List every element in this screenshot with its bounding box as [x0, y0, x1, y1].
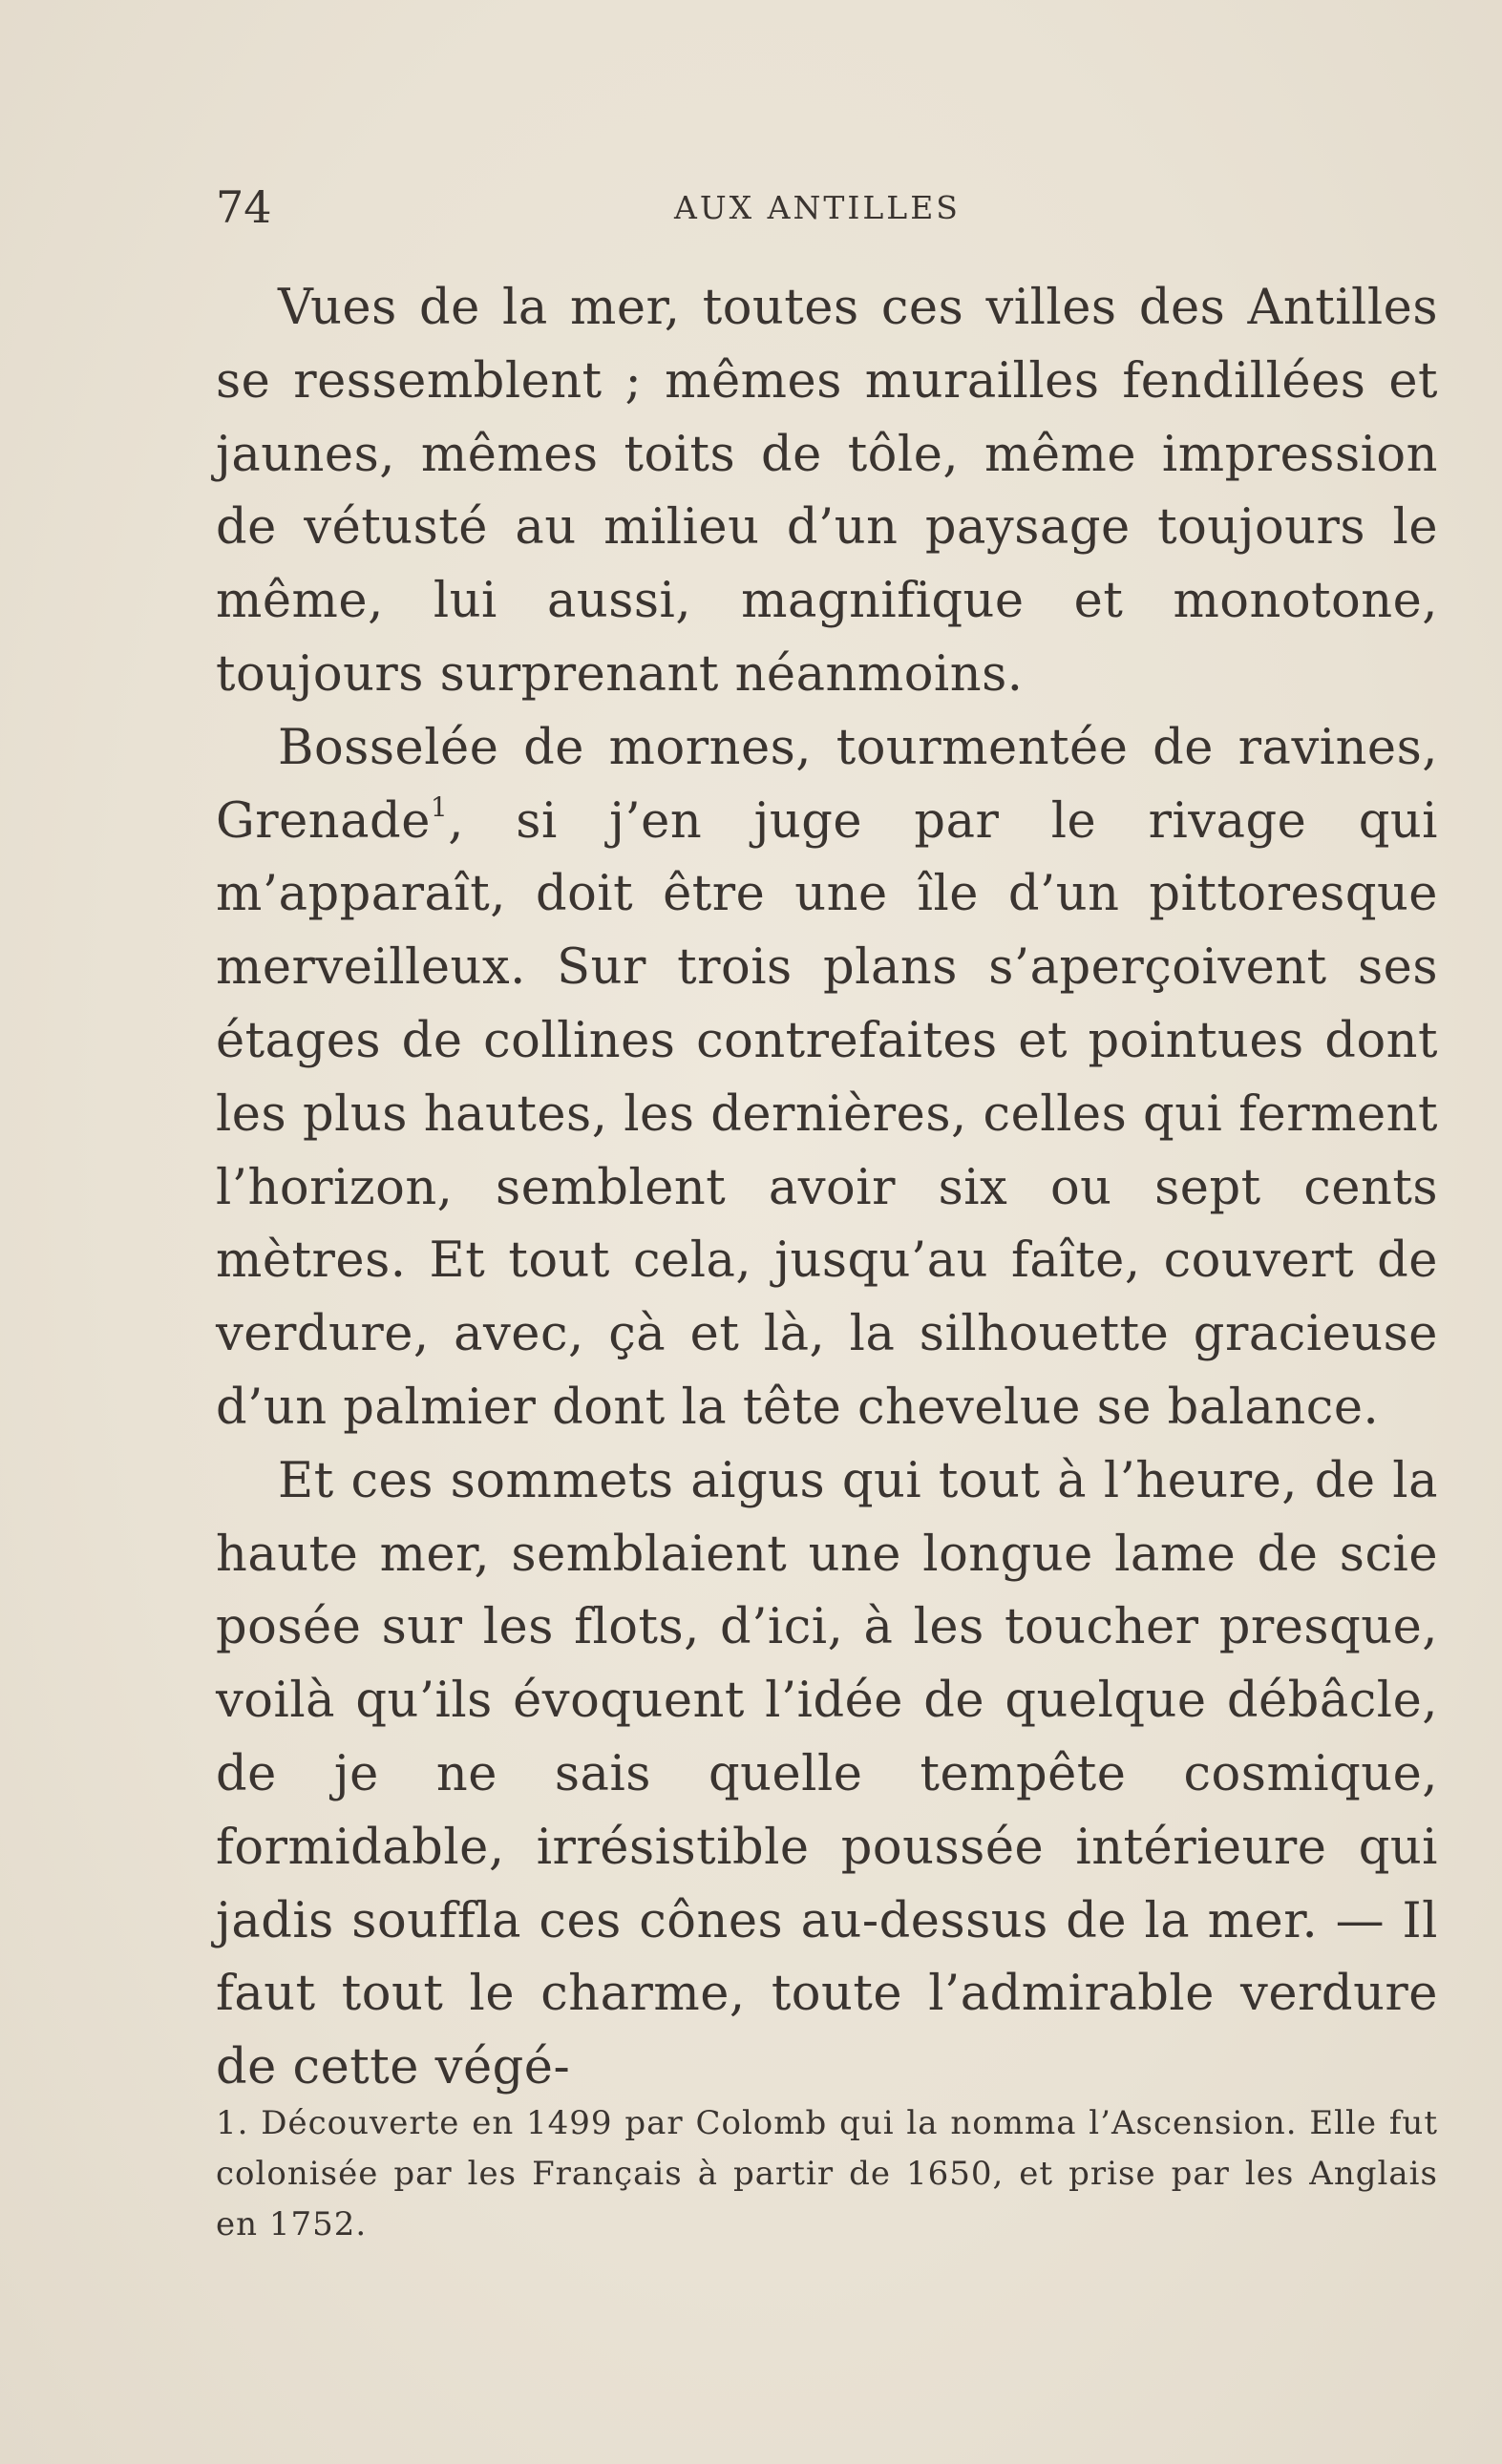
footnote-text: 1. Découverte en 1499 par Colomb qui la nomma l’Ascension. Elle fut colonisée par les Français à partir de 1650, et prise par les Anglais en 1752. — [216, 2104, 1438, 2243]
paragraph-2-start: Bosselée de mornes, tourmentée de ravines, Grenade — [216, 719, 1438, 850]
page-header — [216, 181, 1438, 239]
footnote — [216, 2098, 1438, 2250]
paragraph-2-rest: , si j’en juge par le rivage qui m’apparaît, doit être une île d’un pittoresque merveilleux. Sur trois plans s’aperçoivent ses étages de collines contrefaites et pointues dont les plus hautes, les dernières, celles qui ferment l’horizon, semblent avoir six ou sept cents mètres. Et tout cela, jusqu’au faîte, couvert de verdure, avec, çà et là, la silhouette gracieuse d’un palmier dont la tête chevelue se balance. — [216, 792, 1438, 1436]
paragraph-3: Et ces sommets aigus qui tout à l’heure, de la haute mer, semblaient une longue lame de scie posée sur les flots, d’ici, à les toucher presque, voilà qu’ils évoquent l’idée de quelque débâcle, de je ne sais quelle tempête cosmique, formidable, irrésistible poussée intérieure qui jadis souffla ces cônes au-dessus de la mer. — Il faut tout le charme, toute l’admirable verdure de cette végé- — [216, 1452, 1438, 2096]
running-title: AUX ANTILLES — [674, 189, 961, 226]
paragraph-1: Vues de la mer, toutes ces villes des Antilles se ressemblent ; mêmes murailles fendillées et jaunes, mêmes toits de tôle, même impression de vétusté au milieu d’un paysage toujours le même, lui aussi, magnifique et monotone, toujours surprenant néanmoins. — [216, 280, 1438, 703]
paragraph-2 — [216, 712, 1438, 1445]
body-text — [216, 272, 1438, 2105]
footnote-reference: 1 — [430, 790, 449, 823]
page-number: 74 — [216, 181, 272, 233]
